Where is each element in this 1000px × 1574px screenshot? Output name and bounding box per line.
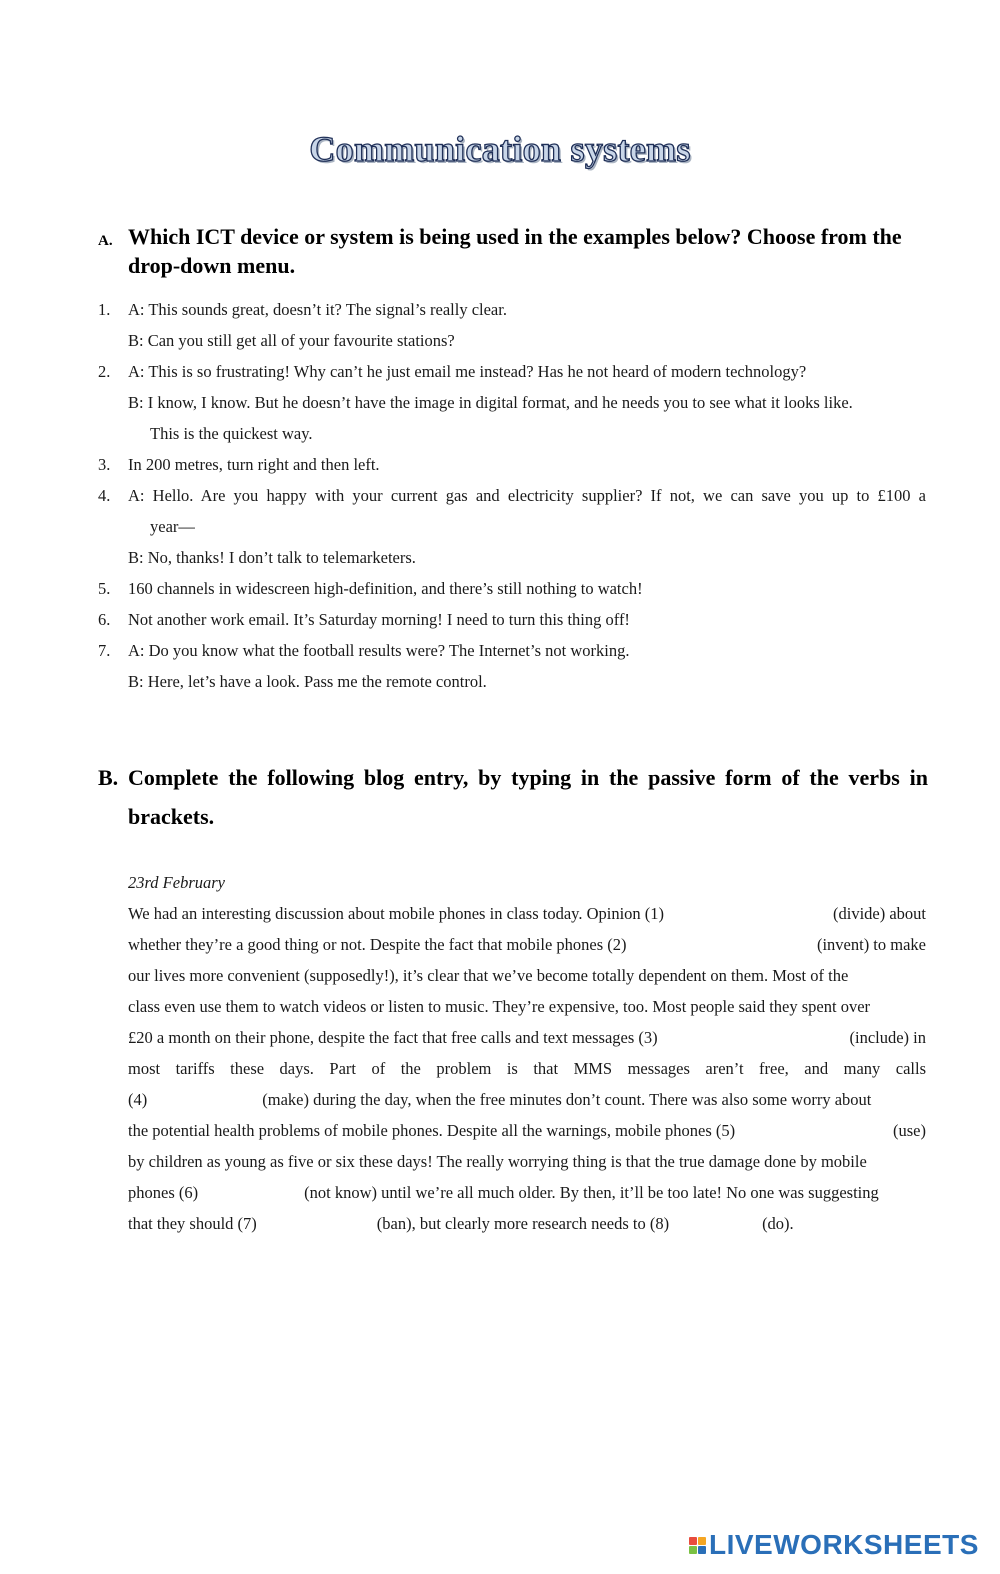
blog-text: whether they’re a good thing or not. Despite the fact that mobile phones (2) <box>128 935 627 954</box>
blog-text: (ban), but clearly more research needs to (8) <box>376 1214 670 1233</box>
section-b-heading <box>98 758 928 836</box>
blog-text: phones (6) <box>128 1183 199 1202</box>
item-number: 4. <box>98 486 111 505</box>
blog-text: (not know) until we’re all much older. By then, it’ll be too late! No one was suggesting <box>304 1183 879 1202</box>
item-line: Not another work email. It’s Saturday morning! I need to turn this thing off! <box>128 610 630 629</box>
item-line: In 200 metres, turn right and then left. <box>128 455 380 474</box>
blog-text: the potential health problems of mobile phones. Despite all the warnings, mobile phones (5) <box>128 1121 736 1140</box>
section-b-letter: B. <box>98 765 119 790</box>
blog-line <box>128 1090 926 1110</box>
item-line: year— <box>150 517 195 536</box>
item-line: A: This sounds great, doesn’t it? The signal’s really clear. <box>128 300 507 319</box>
liveworksheets-logo-icon <box>689 1537 706 1554</box>
blog-text: (invent) to make <box>816 935 926 954</box>
blog-text: £20 a month on their phone, despite the fact that free calls and text messages (3) <box>128 1028 658 1047</box>
answer-blank-1[interactable] <box>712 904 822 924</box>
section-b-instructions: Complete the following blog entry, by typing in the passive form of the verbs in brackets. <box>128 765 928 829</box>
blog-text: (divide) about <box>832 904 926 923</box>
item-line: This is the quickest way. <box>150 424 313 443</box>
blog-text: (4) <box>128 1090 148 1109</box>
item-line: B: Can you still get all of your favourite stations? <box>128 331 455 350</box>
section-a-letter: A. <box>98 233 113 249</box>
answer-blank-5[interactable] <box>774 1121 886 1141</box>
blog-text: (use) <box>893 1121 926 1140</box>
item-number: 3. <box>98 455 111 474</box>
blog-line: by children as young as five or six these days! The really worrying thing is that the true damage done by mobile <box>128 1152 867 1171</box>
answer-blank-2[interactable] <box>676 935 804 955</box>
item-number: 7. <box>98 641 111 660</box>
blog-line: our lives more convenient (supposedly!), it’s clear that we’ve become totally dependent on them. Most of the <box>128 966 849 985</box>
blog-text: (make) during the day, when the free minutes don’t count. There was also some worry about <box>262 1090 872 1109</box>
item-line: B: I know, I know. But he doesn’t have the image in digital format, and he needs you to see what it looks like. <box>128 393 853 412</box>
item-number: 2. <box>98 362 111 381</box>
blog-line: class even use them to watch videos or listen to music. They’re expensive, too. Most people said they spent over <box>128 997 871 1016</box>
item-line: A: Do you know what the football results were? The Internet’s not working. <box>128 641 630 660</box>
blog-text: (do). <box>762 1214 794 1233</box>
blog-line: most tariffs these days. Part of the problem is that MMS messages aren’t free, and many calls <box>128 1059 926 1078</box>
page-title: Communication systems <box>309 129 691 169</box>
blog-date: 23rd February <box>128 873 226 892</box>
item-line: B: No, thanks! I don’t talk to telemarketers. <box>128 548 416 567</box>
item-number: 6. <box>98 610 111 629</box>
item-line: A: This is so frustrating! Why can’t he just email me instead? Has he not heard of modern technology? <box>128 362 807 381</box>
section-a-heading <box>98 222 928 280</box>
blog-text: that they should (7) <box>128 1214 257 1233</box>
item-number: 5. <box>98 579 111 598</box>
logo-text: LIVEWORKSHEETS <box>709 1529 979 1560</box>
answer-blank-3[interactable] <box>712 1028 840 1048</box>
section-a-instructions: Which ICT device or system is being used in the examples below? Choose from the drop-down menu. <box>128 224 902 278</box>
item-line: A: Hello. Are you happy with your current gas and electricity supplier? If not, we can save you up to £100 a <box>128 486 926 505</box>
item-number: 1. <box>98 300 111 319</box>
blog-line <box>128 1214 926 1234</box>
item-line: B: Here, let’s have a look. Pass me the remote control. <box>128 672 487 691</box>
blog-text: (include) in <box>849 1028 926 1047</box>
blog-text: We had an interesting discussion about mobile phones in class today. Opinion (1) <box>128 904 665 923</box>
blog-line <box>128 1183 926 1203</box>
liveworksheets-logo[interactable] <box>689 1528 979 1562</box>
blog-line <box>128 935 926 955</box>
item-line: 160 channels in widescreen high-definition, and there’s still nothing to watch! <box>128 579 643 598</box>
